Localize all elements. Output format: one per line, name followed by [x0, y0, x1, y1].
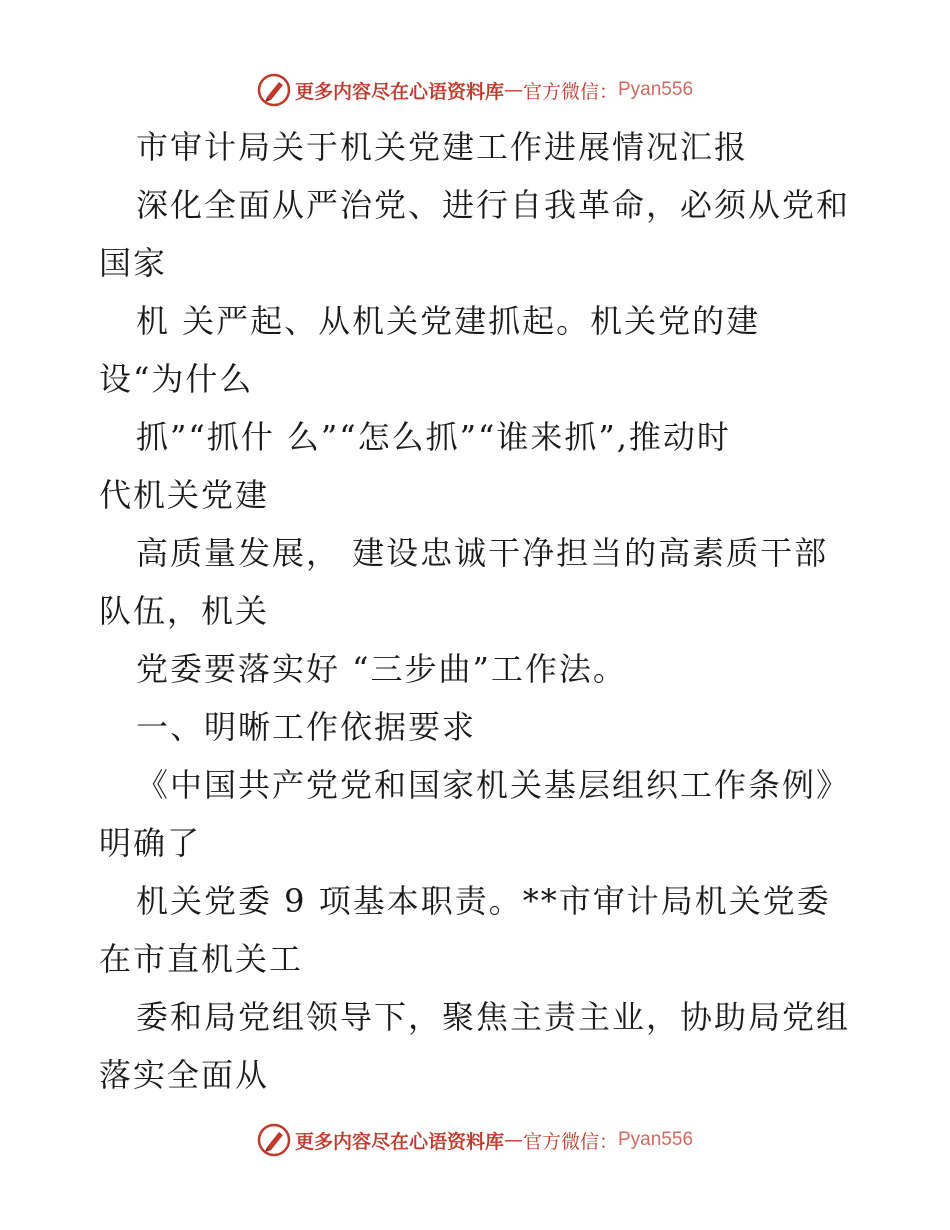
paragraph-line: 设“为什么 [99, 360, 254, 398]
footer-wechat-id: Pyan556 [618, 1129, 694, 1150]
paragraph-line: 抓”“抓什 么”“怎么抓”“谁来抓”,推动时 [136, 418, 731, 456]
paragraph-line: 深化全面从严治党、进行自我革命，必须从党和 [136, 186, 851, 224]
pen-logo-icon [257, 73, 291, 107]
footer-separator: — [503, 1129, 523, 1151]
paragraph-line: 委和局党组领导下，聚焦主责主业，协助局党组 [136, 998, 851, 1036]
footer-wechat-label: 官方微信： [522, 1130, 618, 1153]
footer-banner [0, 1120, 950, 1160]
document-title: 市审计局关于机关党建工作进展情况汇报 [136, 128, 749, 166]
header-separator: — [503, 79, 523, 101]
paragraph-line: 国家 [99, 244, 168, 282]
header-wechat-id: Pyan556 [618, 79, 694, 100]
pen-logo-icon [257, 1123, 291, 1157]
paragraph-line: 《中国共产党党和国家机关基层组织工作条例》 [136, 766, 851, 804]
section-heading: 一、明晰工作依据要求 [136, 708, 477, 746]
header-wechat-label: 官方微信： [522, 80, 618, 103]
paragraph-line: 高质量发展， 建设忠诚干净担当的高素质干部 [136, 534, 829, 572]
paragraph-line: 明确了 [99, 824, 202, 862]
paragraph-line: 在市直机关工 [99, 940, 304, 978]
header-site-text: 更多内容尽在心语资料库 [294, 80, 504, 103]
paragraph-line: 队伍，机关 [99, 592, 270, 630]
paragraph-line: 机 关严起、从机关党建抓起。机关党的建 [136, 302, 761, 340]
paragraph-line: 落实全面从 [99, 1056, 270, 1094]
header-banner [0, 70, 950, 110]
paragraph-line: 机关党委 9 项基本职责。**市审计局机关党委 [136, 882, 831, 920]
document-body [99, 118, 859, 1104]
paragraph-line: 代机关党建 [99, 476, 270, 514]
footer-site-text: 更多内容尽在心语资料库 [294, 1130, 504, 1153]
paragraph-line: 党委要落实好 “三步曲”工作法。 [136, 650, 627, 688]
